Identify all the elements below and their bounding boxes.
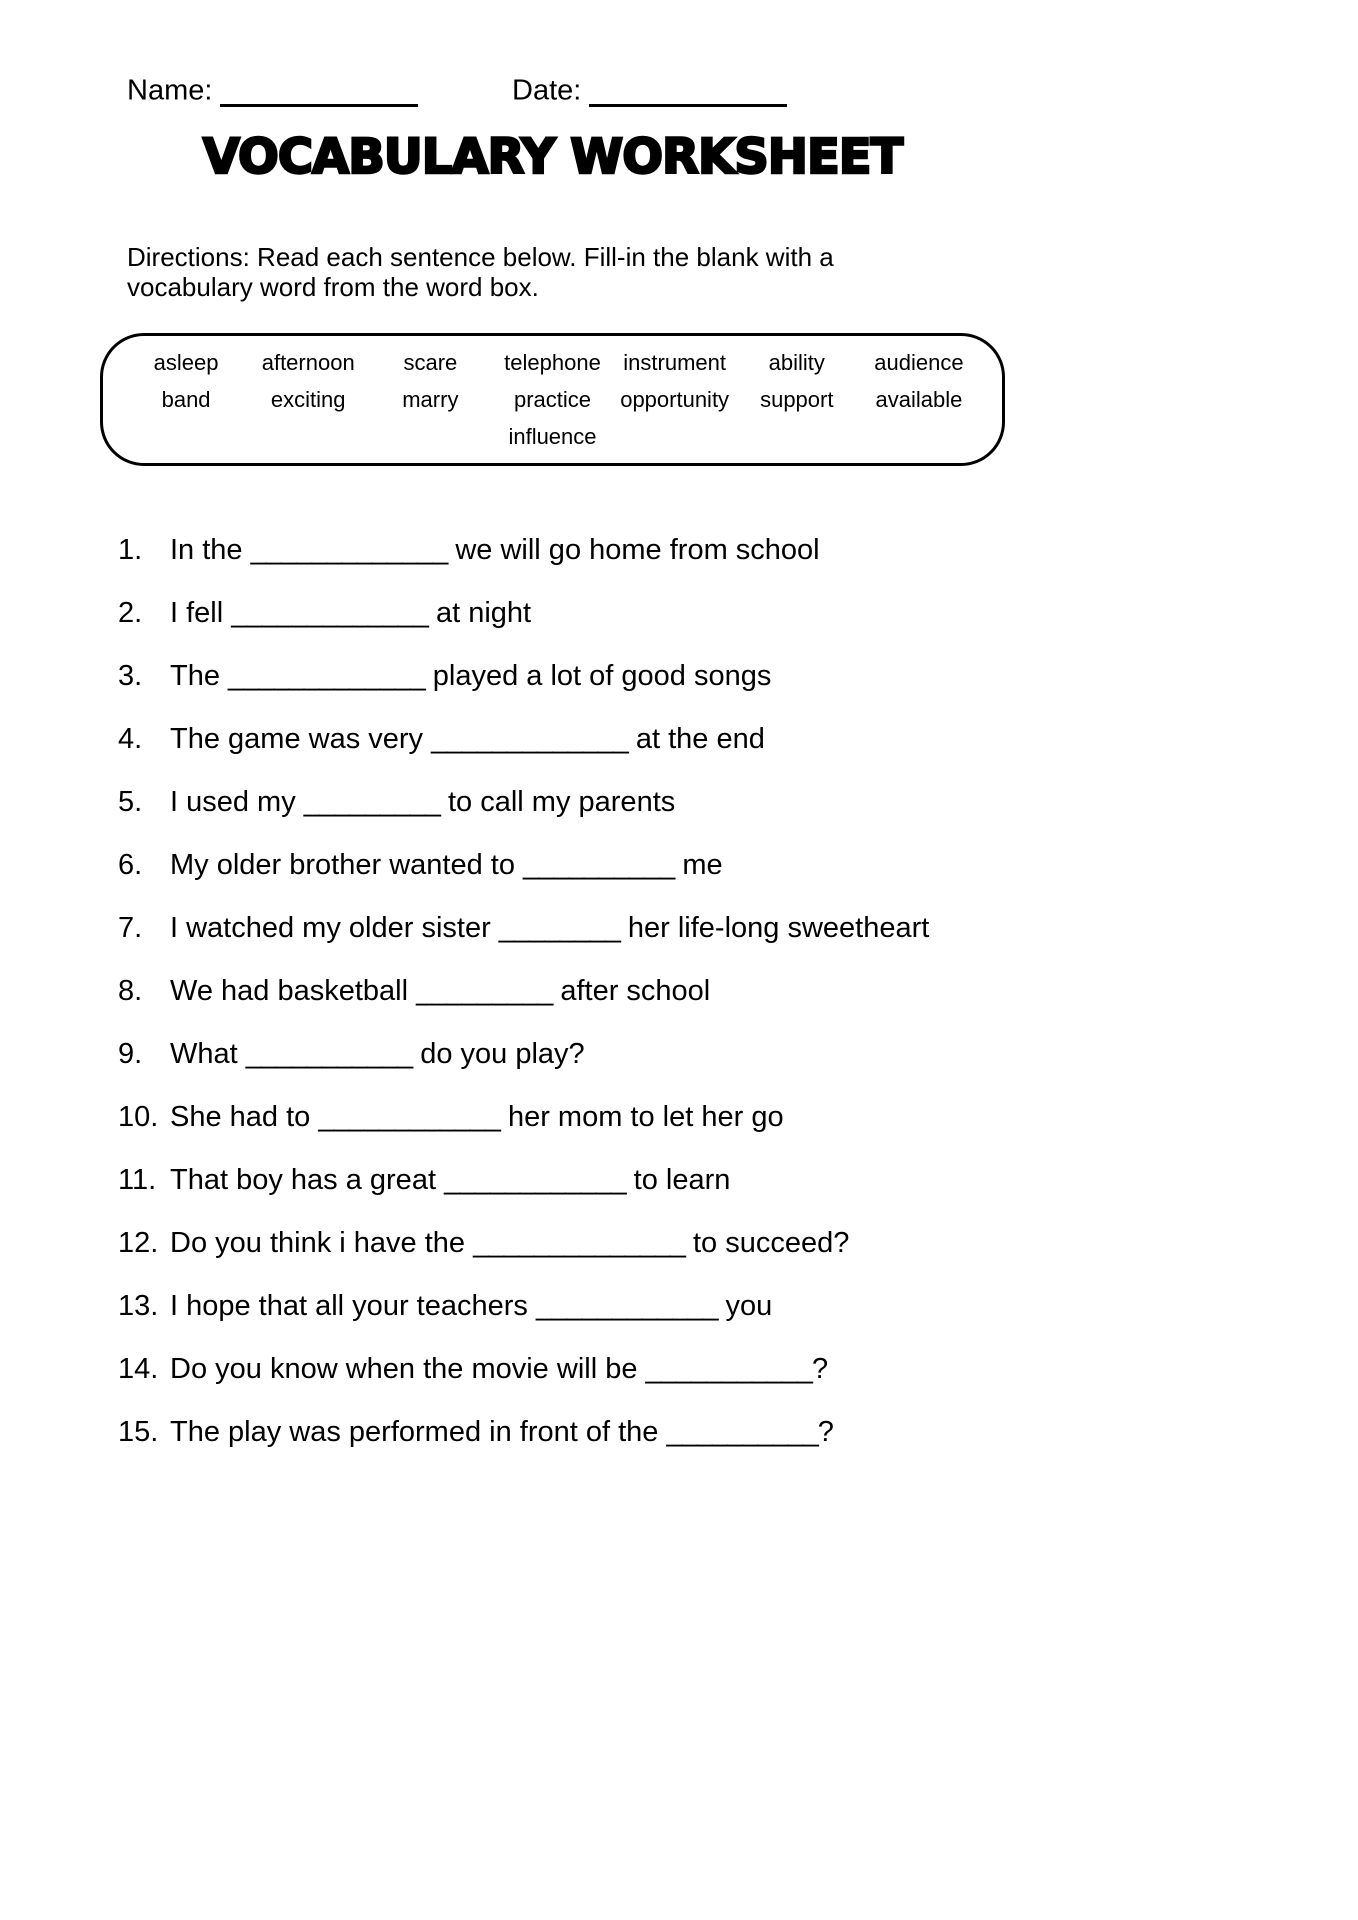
sentence-body bbox=[170, 783, 1278, 822]
name-label: Name: bbox=[127, 74, 213, 107]
name-line bbox=[220, 74, 418, 107]
sentence-number: 15. bbox=[118, 1416, 159, 1448]
sentence-number: 2. bbox=[118, 597, 143, 629]
sentence-number: 14. bbox=[118, 1353, 159, 1385]
list-item bbox=[118, 1287, 1278, 1326]
word-box-item: practice bbox=[513, 386, 592, 412]
sentence-post: at night bbox=[427, 597, 532, 629]
sentence-post: me bbox=[674, 849, 723, 881]
sentence-blank: ___________ bbox=[245, 1038, 413, 1070]
sentence-number: 3. bbox=[118, 660, 143, 692]
list-item bbox=[118, 1350, 1278, 1389]
date-line bbox=[589, 74, 787, 107]
word-box-item: asleep bbox=[153, 349, 219, 375]
sentence-number: 6. bbox=[118, 849, 143, 881]
sentence-blank: _________ bbox=[416, 975, 553, 1007]
list-item bbox=[118, 531, 1278, 570]
sentence-post: to call my parents bbox=[439, 786, 676, 818]
directions bbox=[127, 242, 927, 302]
sentence-body bbox=[170, 657, 1278, 696]
list-item bbox=[118, 1035, 1278, 1074]
sentence-post: do you play? bbox=[412, 1038, 585, 1070]
sentence-pre: In the bbox=[170, 534, 251, 566]
sentence-body bbox=[170, 1224, 1278, 1263]
word-box-item: exciting bbox=[270, 386, 346, 412]
sentence-post: we will go home from school bbox=[447, 534, 820, 566]
sentence-pre: That boy has a great bbox=[170, 1164, 445, 1196]
sentence-pre: Do you know when the movie will be bbox=[170, 1353, 646, 1385]
date-field-group bbox=[512, 74, 787, 107]
sentence-number: 11. bbox=[118, 1164, 157, 1196]
sentence-blank: _____________ bbox=[431, 723, 628, 755]
word-box-item: support bbox=[760, 386, 834, 412]
sentence-body bbox=[170, 720, 1278, 759]
word-box-item: audience bbox=[874, 349, 964, 375]
word-box-row-2 bbox=[125, 387, 980, 413]
word-box-item: band bbox=[161, 386, 211, 412]
sentence-blank: __________ bbox=[666, 1416, 818, 1448]
list-item bbox=[118, 657, 1278, 696]
sentence-body bbox=[170, 594, 1278, 633]
sentence-pre: She had to bbox=[170, 1101, 319, 1133]
sentence-body bbox=[170, 1413, 1278, 1452]
word-box bbox=[100, 333, 1005, 466]
sentence-number: 9. bbox=[118, 1038, 143, 1070]
list-item bbox=[118, 972, 1278, 1011]
sentence-pre: I hope that all your teachers bbox=[170, 1290, 536, 1322]
list-item bbox=[118, 1161, 1278, 1200]
sentence-pre: I used my bbox=[170, 786, 304, 818]
list-item bbox=[118, 1224, 1278, 1263]
sentence-body bbox=[170, 909, 1278, 948]
sentence-post: you bbox=[717, 1290, 773, 1322]
word-box-item: marry bbox=[402, 386, 459, 412]
list-item bbox=[118, 846, 1278, 885]
list-item bbox=[118, 594, 1278, 633]
word-box-row-3 bbox=[125, 424, 980, 450]
sentence-post: to learn bbox=[625, 1164, 731, 1196]
sentence-body bbox=[170, 972, 1278, 1011]
sentence-blank: ____________ bbox=[318, 1101, 500, 1133]
sentence-blank: ____________ bbox=[535, 1290, 718, 1322]
sentence-number: 4. bbox=[118, 723, 143, 755]
list-item bbox=[118, 783, 1278, 822]
page-title: VOCABULARY WORKSHEET bbox=[202, 129, 903, 185]
sentence-pre: Do you think i have the bbox=[170, 1227, 474, 1259]
sentence-body bbox=[170, 1098, 1278, 1137]
sentence-pre: I watched my older sister bbox=[170, 912, 499, 944]
sentence-number: 7. bbox=[118, 912, 143, 944]
sentence-number: 5. bbox=[118, 786, 143, 818]
sentence-blank: ______________ bbox=[473, 1227, 685, 1259]
directions-line-2: vocabulary word from the word box. bbox=[127, 272, 539, 302]
sentence-body bbox=[170, 1287, 1278, 1326]
sentence-number: 13. bbox=[118, 1290, 159, 1322]
sentence-post: after school bbox=[552, 975, 711, 1007]
sentence-pre: The game was very bbox=[170, 723, 432, 755]
word-box-item: instrument bbox=[623, 349, 726, 375]
sentence-blank: ________ bbox=[498, 912, 620, 944]
list-item bbox=[118, 1413, 1278, 1452]
word-box-item: ability bbox=[768, 349, 825, 375]
sentence-number: 1. bbox=[118, 534, 143, 566]
directions-line-1: Directions: Read each sentence below. Fill-in the blank with a bbox=[127, 242, 834, 272]
sentence-post: ? bbox=[817, 1416, 834, 1448]
word-box-row-1 bbox=[125, 350, 980, 376]
sentence-number: 8. bbox=[118, 975, 143, 1007]
sentence-body bbox=[170, 1161, 1278, 1200]
word-box-item: influence bbox=[508, 423, 597, 449]
sentence-blank: _____________ bbox=[250, 534, 448, 566]
list-item bbox=[118, 1098, 1278, 1137]
sentence-body bbox=[170, 531, 1278, 570]
sentence-body bbox=[170, 846, 1278, 885]
sentence-number: 10. bbox=[118, 1101, 159, 1133]
word-box-item: scare bbox=[403, 349, 458, 375]
sentence-number: 12. bbox=[118, 1227, 159, 1259]
sentence-pre: What bbox=[170, 1038, 246, 1070]
sentence-blank: ____________ bbox=[444, 1164, 626, 1196]
sentence-post: played a lot of good songs bbox=[424, 660, 772, 692]
sentence-post: ? bbox=[811, 1353, 829, 1385]
sentence-list bbox=[118, 531, 1278, 1476]
sentence-blank: ___________ bbox=[645, 1353, 812, 1385]
sentence-blank: _____________ bbox=[231, 597, 428, 629]
sentence-blank: _________ bbox=[303, 786, 440, 818]
sentence-pre: We had basketball bbox=[170, 975, 417, 1007]
sentence-post: her mom to let her go bbox=[499, 1101, 784, 1133]
word-box-item: telephone bbox=[504, 349, 601, 375]
sentence-pre: The bbox=[170, 660, 229, 692]
sentence-pre: My older brother wanted to bbox=[170, 849, 524, 881]
date-label: Date: bbox=[512, 74, 582, 107]
list-item bbox=[118, 720, 1278, 759]
word-box-item: afternoon bbox=[261, 349, 355, 375]
name-field-group bbox=[127, 74, 418, 107]
sentence-pre: I fell bbox=[170, 597, 232, 629]
word-box-item: available bbox=[875, 386, 963, 412]
sentence-post: to succeed? bbox=[684, 1227, 850, 1259]
sentence-body bbox=[170, 1035, 1278, 1074]
sentence-post: her life-long sweetheart bbox=[619, 912, 930, 944]
word-box-item: opportunity bbox=[620, 386, 730, 412]
sentence-blank: __________ bbox=[523, 849, 675, 881]
list-item bbox=[118, 909, 1278, 948]
sentence-blank: _____________ bbox=[228, 660, 425, 692]
sentence-post: at the end bbox=[627, 723, 765, 755]
sentence-pre: The play was performed in front of the bbox=[170, 1416, 667, 1448]
sentence-body bbox=[170, 1350, 1278, 1389]
